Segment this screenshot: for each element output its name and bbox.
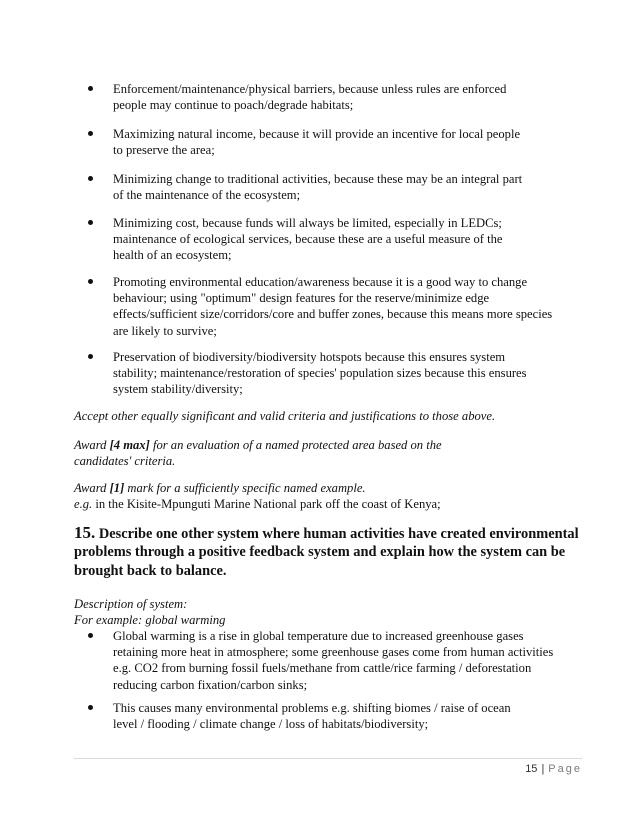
bullet-icon bbox=[88, 633, 93, 638]
document-page: Enforcement/maintenance/physical barriers, because unless rules are enforced people may continue to poach/degrade habitats; Maximizing natural income, because it will provide an incentive for local people to preserve the area; Minimizing change to traditional activities, because these may be an integral part of the maintenance of the ecosystem; Minimizing cost, because funds will always be limited, especially in LEDCs; maintenance of ecological services, because these are a useful measure of the health of an ecosystem; Promoting environmental education/awareness because it is a good way to change behaviour; using "optimum" design features for the reserve/minimize edge effects/sufficient size/corridors/core and buffer zones, because this means more species are likely to survive; Preservation of biodiversity/biodiversity hotspots because this ensures system stability; maintenance/restoration of species' population sizes because this ensures system stability/diversity; Accept other equally significant and valid criteria and justifications to those above. Award [4 max] for an evaluation of a named protected area based on the candidates' criteria. Award [1] mark for a sufficiently specific named example. e.g. in the Kisite-Mpunguti Marine National park off the coast of Kenya; 15. Describe one other system where human activities have created environmental problems through a positive feedback system and explain how the system can be brought back to balance. Description of system: For example: global warming Global warming is a rise in global temperature due to increased greenhouse gases retaining more heat in atmosphere; some greenhouse gases come from human activities e.g. CO2 from burning fossil fuels/methane from cattle/rice farming / deforestation reducing carbon fixation/carbon sinks; This causes many environmental problems e.g. shifting biomes / raise of ocean level / flooding / climate change / loss of habitats/biodiversity; 15 | Page bbox=[74, 82, 582, 775]
example-line: e.g. in the Kisite-Mpunguti Marine National park off the coast of Kenya; bbox=[74, 497, 441, 511]
question-text: Describe one other system where human activities have created environmental problems through a positive feedback system and explain how the system can be brought back to balance. bbox=[74, 526, 579, 579]
footer-separator: | bbox=[541, 763, 545, 775]
page-label: Page bbox=[548, 763, 582, 775]
accept-note: Accept other equally significant and valid criteria and justifications to those above. bbox=[74, 409, 496, 423]
example-label: For example: global warming bbox=[74, 613, 226, 627]
bullet-icon bbox=[88, 86, 93, 91]
bullet-icon bbox=[88, 176, 93, 181]
bullet-icon bbox=[88, 705, 93, 710]
page-footer bbox=[525, 763, 582, 775]
page-number: 15 bbox=[525, 763, 538, 775]
description-label: Description of system: bbox=[74, 597, 188, 611]
bullet-icon bbox=[88, 220, 93, 225]
bullet-icon bbox=[88, 354, 93, 359]
bullet-icon bbox=[88, 131, 93, 136]
award-note-max: Award [4 max] for an evaluation of a named protected area based on the candidates' criteria. bbox=[74, 438, 442, 469]
mark-value: [1] bbox=[109, 481, 125, 495]
mark-value: [4 max] bbox=[109, 438, 150, 452]
bullet-icon bbox=[88, 279, 93, 284]
footer-divider bbox=[74, 758, 582, 759]
award-note-example: Award [1] mark for a sufficiently specific named example. bbox=[74, 481, 366, 495]
question-number: 15. bbox=[74, 523, 96, 542]
question-heading bbox=[74, 524, 584, 580]
